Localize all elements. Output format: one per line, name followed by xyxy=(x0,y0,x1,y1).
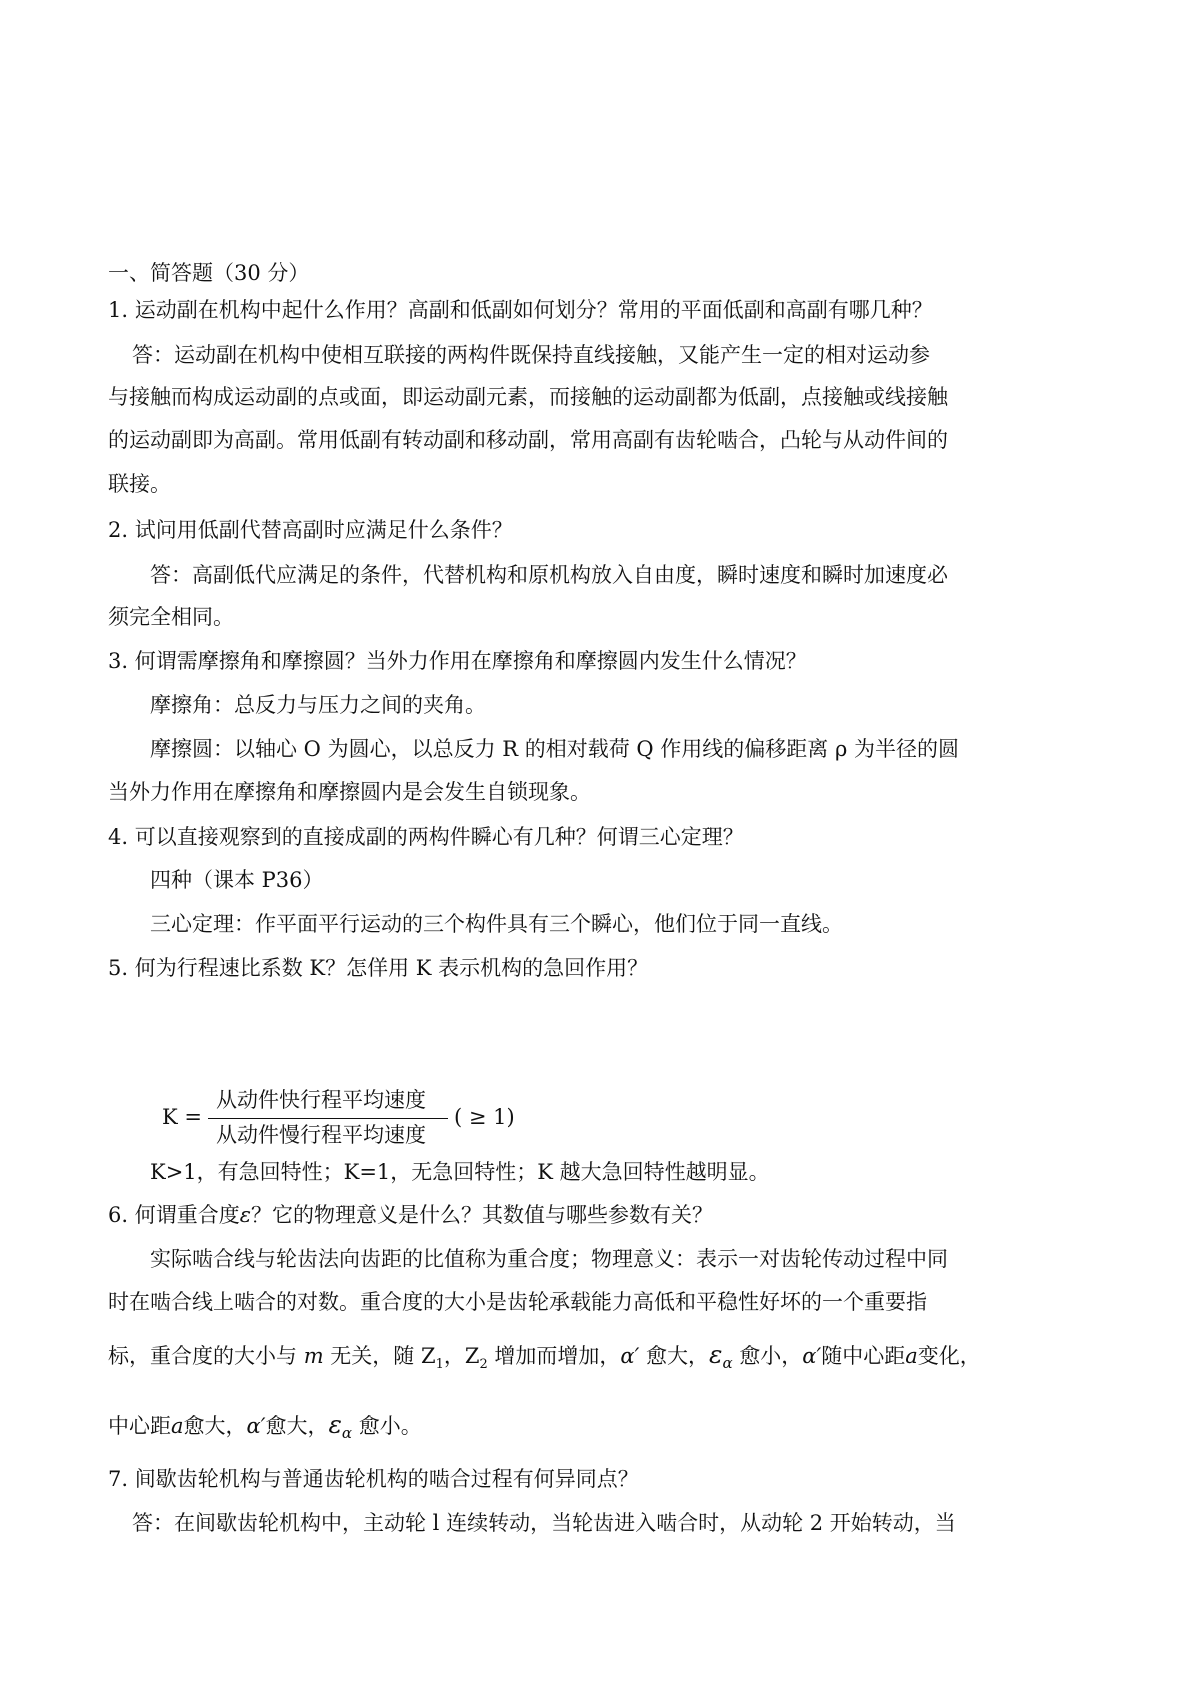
alpha-prime-symbol: α′ xyxy=(246,1414,266,1438)
formula-lhs: K = xyxy=(162,1105,202,1129)
answer-6-line-1: 实际啮合线与轮齿法向齿距的比值称为重合度；物理意义：表示一对齿轮传动过程中同 xyxy=(150,1247,948,1271)
text-segment: 愈大， xyxy=(639,1344,710,1368)
center-distance-symbol: a xyxy=(905,1344,918,1368)
answer-1-line-4: 联接。 xyxy=(108,472,171,496)
answer-3-line-3: 当外力作用在摩擦角和摩擦圆内是会发生自锁现象。 xyxy=(108,780,591,804)
epsilon-alpha-subscript: α xyxy=(722,1354,733,1373)
answer-1-line-2: 与接触而构成运动副的点或面，即运动副元素，而接触的运动副都为低副，点接触或线接触 xyxy=(108,385,948,409)
question-5: 5. 何为行程速比系数 K？怎佯用 K 表示机构的急回作用？ xyxy=(108,956,649,980)
question-2: 2. 试问用低副代替高副时应满足什么条件？ xyxy=(108,518,513,542)
text-segment: 随中心距 xyxy=(821,1344,906,1368)
epsilon-alpha-subscript: α xyxy=(341,1424,353,1443)
answer-1-line-3: 的运动副即为高副。常用低副有转动副和移动副，常用高副有齿轮啮合，凸轮与从动件间的 xyxy=(108,428,948,452)
text-segment: 标，重合度的大小与 xyxy=(108,1344,304,1368)
answer-7-line-1: 答：在间歇齿轮机构中，主动轮 l 连续转动，当轮齿进入啮合时，从动轮 2 开始转动，当 xyxy=(132,1511,956,1535)
answer-6-line-3 xyxy=(108,1340,981,1380)
answer-4-line-1: 四种（课本 P36） xyxy=(150,868,324,892)
answer-3-line-2: 摩擦圆：以轴心 O 为圆心，以总反力 R 的相对载荷 Q 作用线的偏移距离 ρ 为半径的圆 xyxy=(150,737,959,761)
question-6-suffix: ？它的物理意义是什么？其数值与哪些参数有关？ xyxy=(251,1203,713,1227)
formula-numerator: 从动件快行程平均速度 xyxy=(216,1088,426,1112)
answer-4-line-2: 三心定理：作平面平行运动的三个构件具有三个瞬心，他们位于同一直线。 xyxy=(150,912,843,936)
answer-2-line-1: 答：高副低代应满足的条件，代替机构和原机构放入自由度，瞬时速度和瞬时加速度必 xyxy=(150,563,948,587)
text-segment: 增加而增加， xyxy=(487,1344,621,1368)
answer-6-line-4 xyxy=(108,1410,422,1448)
answer-1-line-1: 答：运动副在机构中使相互联接的两构件既保持直线接触，又能产生一定的相对运动参 xyxy=(132,343,930,367)
epsilon-alpha-symbol: ε xyxy=(709,1340,723,1369)
question-6-prefix: 6. 何谓重合度 xyxy=(108,1203,240,1227)
answer-5-line-1: K>1，有急回特性；K=1，无急回特性；K 越大急回特性越明显。 xyxy=(150,1160,770,1184)
answer-6-line-2: 时在啮合线上啮合的对数。重合度的大小是齿轮承载能力高低和平稳性好坏的一个重要指 xyxy=(108,1290,927,1314)
text-segment: 愈小， xyxy=(732,1344,803,1368)
question-7: 7. 间歇齿轮机构与普通齿轮机构的啮合过程有何异同点？ xyxy=(108,1467,639,1491)
answer-2-line-2: 须完全相同。 xyxy=(108,605,234,629)
epsilon-symbol: ε xyxy=(239,1203,251,1227)
text-segment: ，Z xyxy=(443,1344,480,1368)
formula-denominator: 从动件慢行程平均速度 xyxy=(216,1123,426,1147)
text-segment: 愈大， xyxy=(183,1414,247,1438)
question-6 xyxy=(108,1200,713,1230)
text-segment: 变化， xyxy=(917,1344,981,1368)
text-segment: 中心距 xyxy=(108,1414,171,1438)
answer-3-line-1: 摩擦角：总反力与压力之间的夹角。 xyxy=(150,693,486,717)
text-segment: 愈小。 xyxy=(352,1414,422,1438)
center-distance-symbol: a xyxy=(171,1414,184,1438)
z2-subscript: 2 xyxy=(479,1357,488,1373)
question-4: 4. 可以直接观察到的直接成副的两构件瞬心有几种？何谓三心定理？ xyxy=(108,825,744,849)
epsilon-alpha-symbol: ε xyxy=(328,1410,342,1439)
text-segment: 愈大， xyxy=(265,1414,329,1438)
formula-condition: ( ≥ 1) xyxy=(454,1105,515,1129)
fraction-bar xyxy=(208,1118,448,1119)
z1-subscript: 1 xyxy=(435,1357,444,1373)
module-symbol: m xyxy=(303,1344,324,1368)
question-3: 3. 何谓需摩擦角和摩擦圆？当外力作用在摩擦角和摩擦圆内发生什么情况？ xyxy=(108,649,807,673)
text-segment: 无关，随 Z xyxy=(323,1344,436,1368)
section-title: 一、简答题（30 分） xyxy=(108,261,310,285)
question-1: 1. 运动副在机构中起什么作用？高副和低副如何划分？常用的平面低副和高副有哪几种？ xyxy=(108,298,933,322)
alpha-prime-symbol: α′ xyxy=(802,1344,822,1368)
alpha-prime-symbol: α′ xyxy=(620,1344,640,1368)
